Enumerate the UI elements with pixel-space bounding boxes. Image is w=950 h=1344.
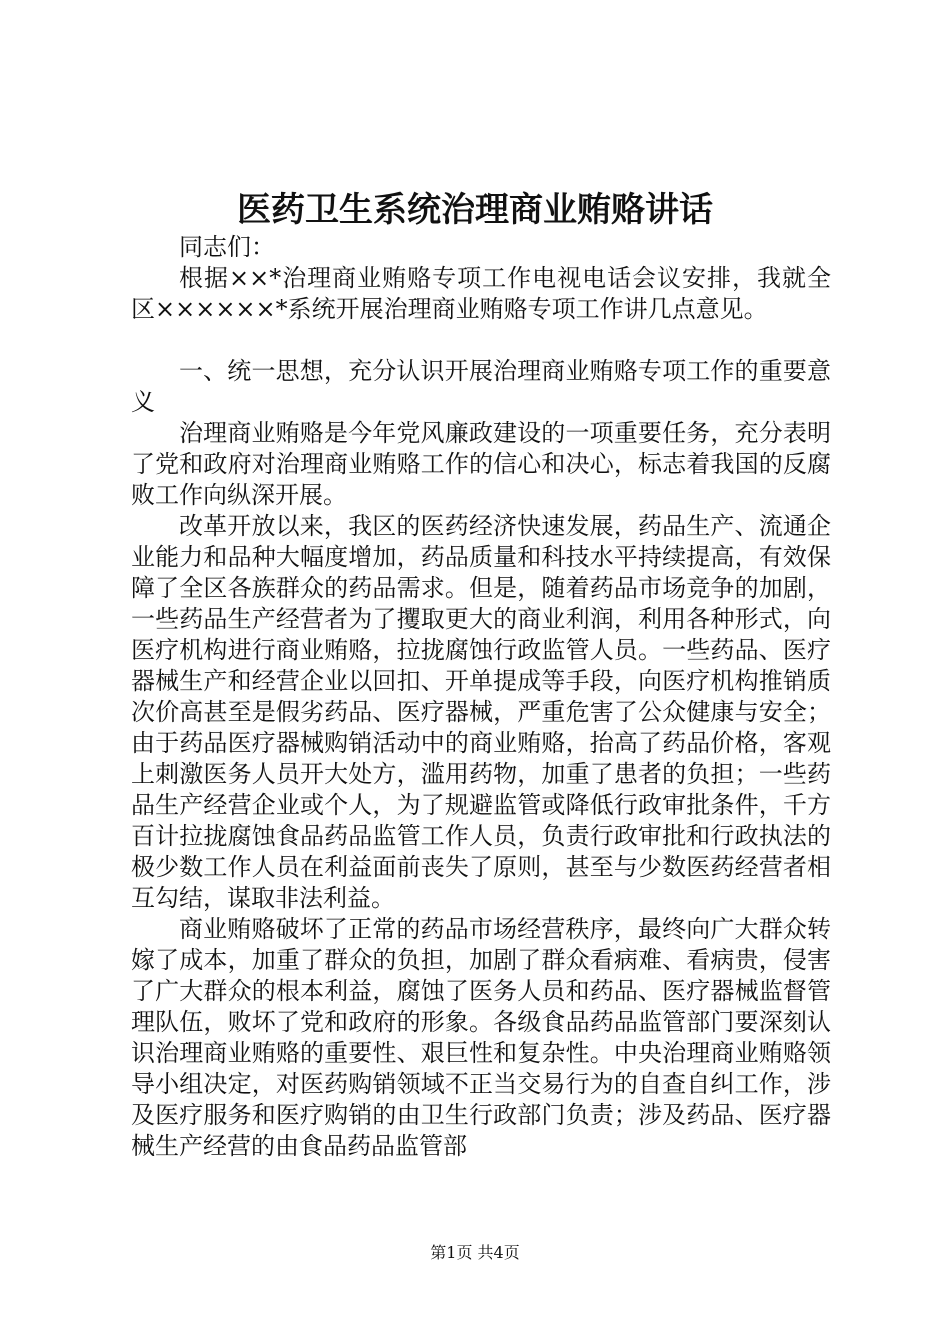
paragraph-intro: 根据××*治理商业贿赂专项工作电视电话会议安排，我就全区××××××*系统开展治理商业贿赂专项工作讲几点意见。 xyxy=(131,264,831,323)
section-heading-1: 一、统一思想，充分认识开展治理商业贿赂专项工作的重要意义 xyxy=(131,357,831,416)
paragraph-1: 治理商业贿赂是今年党风廉政建设的一项重要任务，充分表明了党和政府对治理商业贿赂工作的信心和决心，标志着我国的反腐败工作向纵深开展。 xyxy=(131,419,831,509)
blank-line xyxy=(131,325,831,356)
document-body xyxy=(131,232,831,1162)
document-title: 医药卫生系统治理商业贿赂讲话 xyxy=(237,190,713,230)
paragraph-2: 改革开放以来，我区的医药经济快速发展，药品生产、流通企业能力和品种大幅度增加，药品质量和科技水平持续提高，有效保障了全区各族群众的药品需求。但是，随着药品市场竞争的加剧，一些药品生产经营者为了攫取更大的商业利润，利用各种形式，向医疗机构进行商业贿赂，拉拢腐蚀行政监管人员。一些药品、医疗器械生产和经营企业以回扣、开单提成等手段，向医疗机构推销质次价高甚至是假劣药品、医疗器械，严重危害了公众健康与安全；由于药品医疗器械购销活动中的商业贿赂，抬高了药品价格，客观上刺激医务人员开大处方，滥用药物，加重了患者的负担；一些药品生产经营企业或个人，为了规避监管或降低行政审批条件，千方百计拉拢腐蚀食品药品监管工作人员，负责行政审批和行政执法的极少数工作人员在利益面前丧失了原则，甚至与少数医药经营者相互勾结，谋取非法利益。 xyxy=(131,512,831,912)
paragraph-3: 商业贿赂破坏了正常的药品市场经营秩序，最终向广大群众转嫁了成本，加重了群众的负担，加剧了群众看病难、看病贵，侵害了广大群众的根本利益，腐蚀了医务人员和药品、医疗器械监督管理队伍，败坏了党和政府的形象。各级食品药品监管部门要深刻认识治理商业贿赂的重要性、艰巨性和复杂性。中央治理商业贿赂领导小组决定，对医药购销领域不正当交易行为的自查自纠工作，涉及医疗服务和医疗购销的由卫生行政部门负责；涉及药品、医疗器械生产经营的由食品药品监管部 xyxy=(131,915,831,1160)
salutation: 同志们： xyxy=(179,233,275,261)
page-number: 第1页 共4页 xyxy=(430,1243,520,1262)
